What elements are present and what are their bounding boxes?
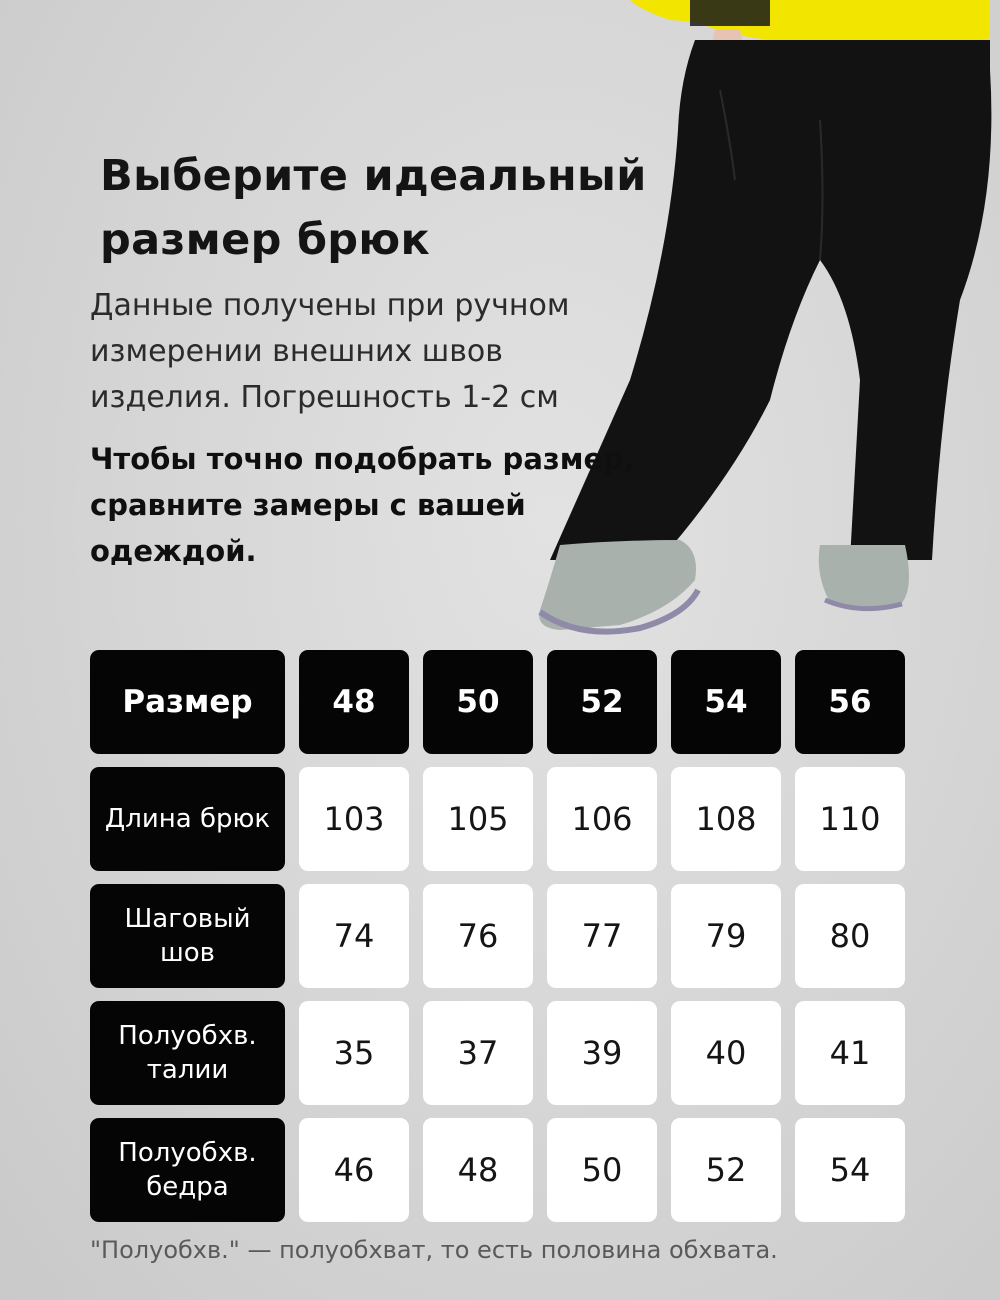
table-cell: 80 <box>795 884 905 988</box>
fit-advice: Чтобы точно подобрать размер, сравните замеры с вашей одеждой. <box>90 442 635 568</box>
measurement-note: Данные получены при ручном измерении внешних швов изделия. Погрешность 1-2 см <box>90 288 570 415</box>
size-header-cell: 54 <box>671 650 781 754</box>
row-label-hips: Полуобхв. бедра <box>90 1118 285 1222</box>
table-cell: 108 <box>671 767 781 871</box>
size-header-label: Размер <box>90 650 285 754</box>
table-cell: 54 <box>795 1118 905 1222</box>
table-cell: 40 <box>671 1001 781 1105</box>
table-cell: 46 <box>299 1118 409 1222</box>
row-label-waist: Полуобхв. талии <box>90 1001 285 1105</box>
table-cell: 50 <box>547 1118 657 1222</box>
table-cell: 37 <box>423 1001 533 1105</box>
table-cell: 77 <box>547 884 657 988</box>
table-cell: 76 <box>423 884 533 988</box>
size-header-cell: 56 <box>795 650 905 754</box>
size-header-cell: 52 <box>547 650 657 754</box>
size-table <box>90 650 905 1222</box>
table-cell: 74 <box>299 884 409 988</box>
row-label-length: Длина брюк <box>90 767 285 871</box>
row-label-inseam: Шаговый шов <box>90 884 285 988</box>
table-cell: 39 <box>547 1001 657 1105</box>
size-header-cell: 48 <box>299 650 409 754</box>
table-cell: 35 <box>299 1001 409 1105</box>
table-cell: 110 <box>795 767 905 871</box>
footnote: "Полуобхв." — полуобхват, то есть половина обхвата. <box>90 1236 778 1264</box>
table-cell: 48 <box>423 1118 533 1222</box>
table-cell: 79 <box>671 884 781 988</box>
right-shoe-shape <box>819 545 909 608</box>
table-cell: 52 <box>671 1118 781 1222</box>
table-cell: 103 <box>299 767 409 871</box>
page-title: Выберите идеальный размер брюк <box>100 151 647 265</box>
table-cell: 105 <box>423 767 533 871</box>
table-cell: 41 <box>795 1001 905 1105</box>
size-header-cell: 50 <box>423 650 533 754</box>
table-cell: 106 <box>547 767 657 871</box>
